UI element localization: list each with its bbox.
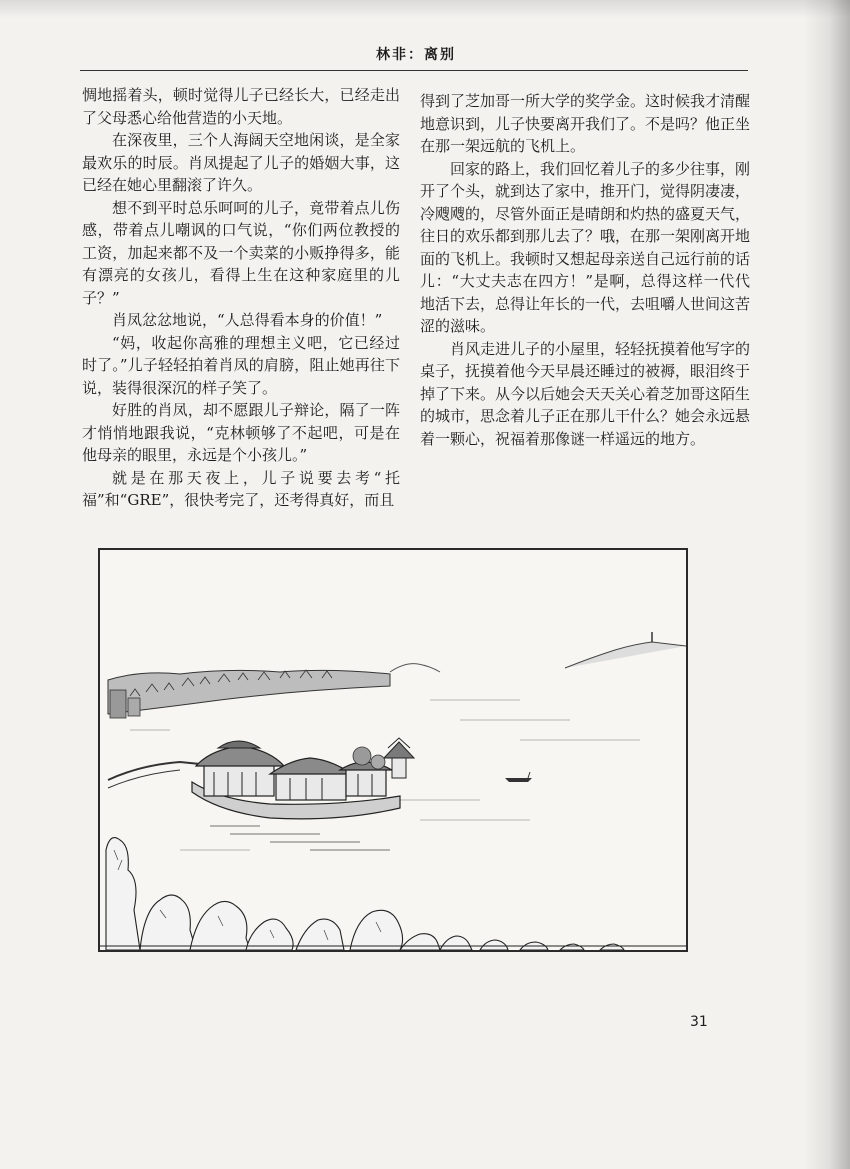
paragraph: 肖凤忿忿地说，“人总得看本身的价值！” (112, 311, 383, 329)
paragraph: 回家的路上，我们回忆着儿子的多少往事，刚开了个头，就到达了家中，推开门，觉得阴凄凄，冷飕飕的，尽管外面正是晴朗和灼热的盛夏天气，往日的欢乐都到那儿去了？哦，在那一架刚离开地面的飞机上。我顿时又想起母亲送自己远行前的话儿：“大丈夫志在四方！”是啊，总得这样一代代地活下去，总得让年长的一代，去咀嚼人世间这苦涩的滋味。 (420, 159, 751, 335)
paragraph: 想不到平时总乐呵呵的儿子，竟带着点儿伤感，带着点儿嘲讽的口气说，“你们两位教授的工资，加起来都不及一个卖菜的小贩挣得多，能有漂亮的女孩儿，看得上生在这种家庭里的儿子？” (82, 198, 400, 307)
running-header: 林非：离别 (376, 47, 456, 63)
paragraph: 好胜的肖凤，却不愿跟儿子辩论，隔了一阵才悄悄地跟我说，“克林顿够了不起吧，可是在他母亲的眼里，永远是个小孩儿。” (82, 401, 400, 464)
left-column (82, 84, 400, 512)
paragraph: “妈，收起你高雅的理想主义吧，它已经过时了。”儿子轻轻拍着肖凤的肩膀，阻止她再往下说，装得很深沉的样子笑了。 (82, 333, 400, 397)
paragraph: 惆地摇着头，顿时觉得儿子已经长大，已经走出了父母悉心给他营造的小天地。 (82, 86, 400, 127)
scan-edge-shadow (804, 0, 850, 1169)
paragraph: 就是在那天夜上，儿子说要去考“托福”和“GRE”，很快考完了，还考得真好，而且 (82, 468, 400, 509)
paragraph: 肖风走进儿子的小屋里，轻轻抚摸着他写字的桌子，抚摸着他今天早晨还睡过的被褥，眼泪终于掉了下来。从今以后她会天天关心着芝加哥这陌生的城市，思念着儿子正在那儿干什么？她会永远悬着一颗心，祝福着那像谜一样遥远的地方。 (420, 339, 751, 448)
paragraph: 得到了芝加哥一所大学的奖学金。这时候我才清醒地意识到，儿子快要离开我们了。不是吗？他正坐在那一架远航的飞机上。 (420, 92, 751, 155)
header-rule (80, 70, 748, 71)
illustration-drawing (100, 550, 686, 950)
scan-edge-top (0, 0, 850, 18)
paragraph: 在深夜里，三个人海阔天空地闲谈，是全家最欢乐的时辰。肖凤提起了儿子的婚姻大事，这已经在她心里翻滚了许久。 (82, 131, 400, 194)
page-number: 31 (690, 1014, 708, 1030)
lake-pavilion-illustration (98, 548, 688, 952)
right-column (420, 90, 750, 450)
